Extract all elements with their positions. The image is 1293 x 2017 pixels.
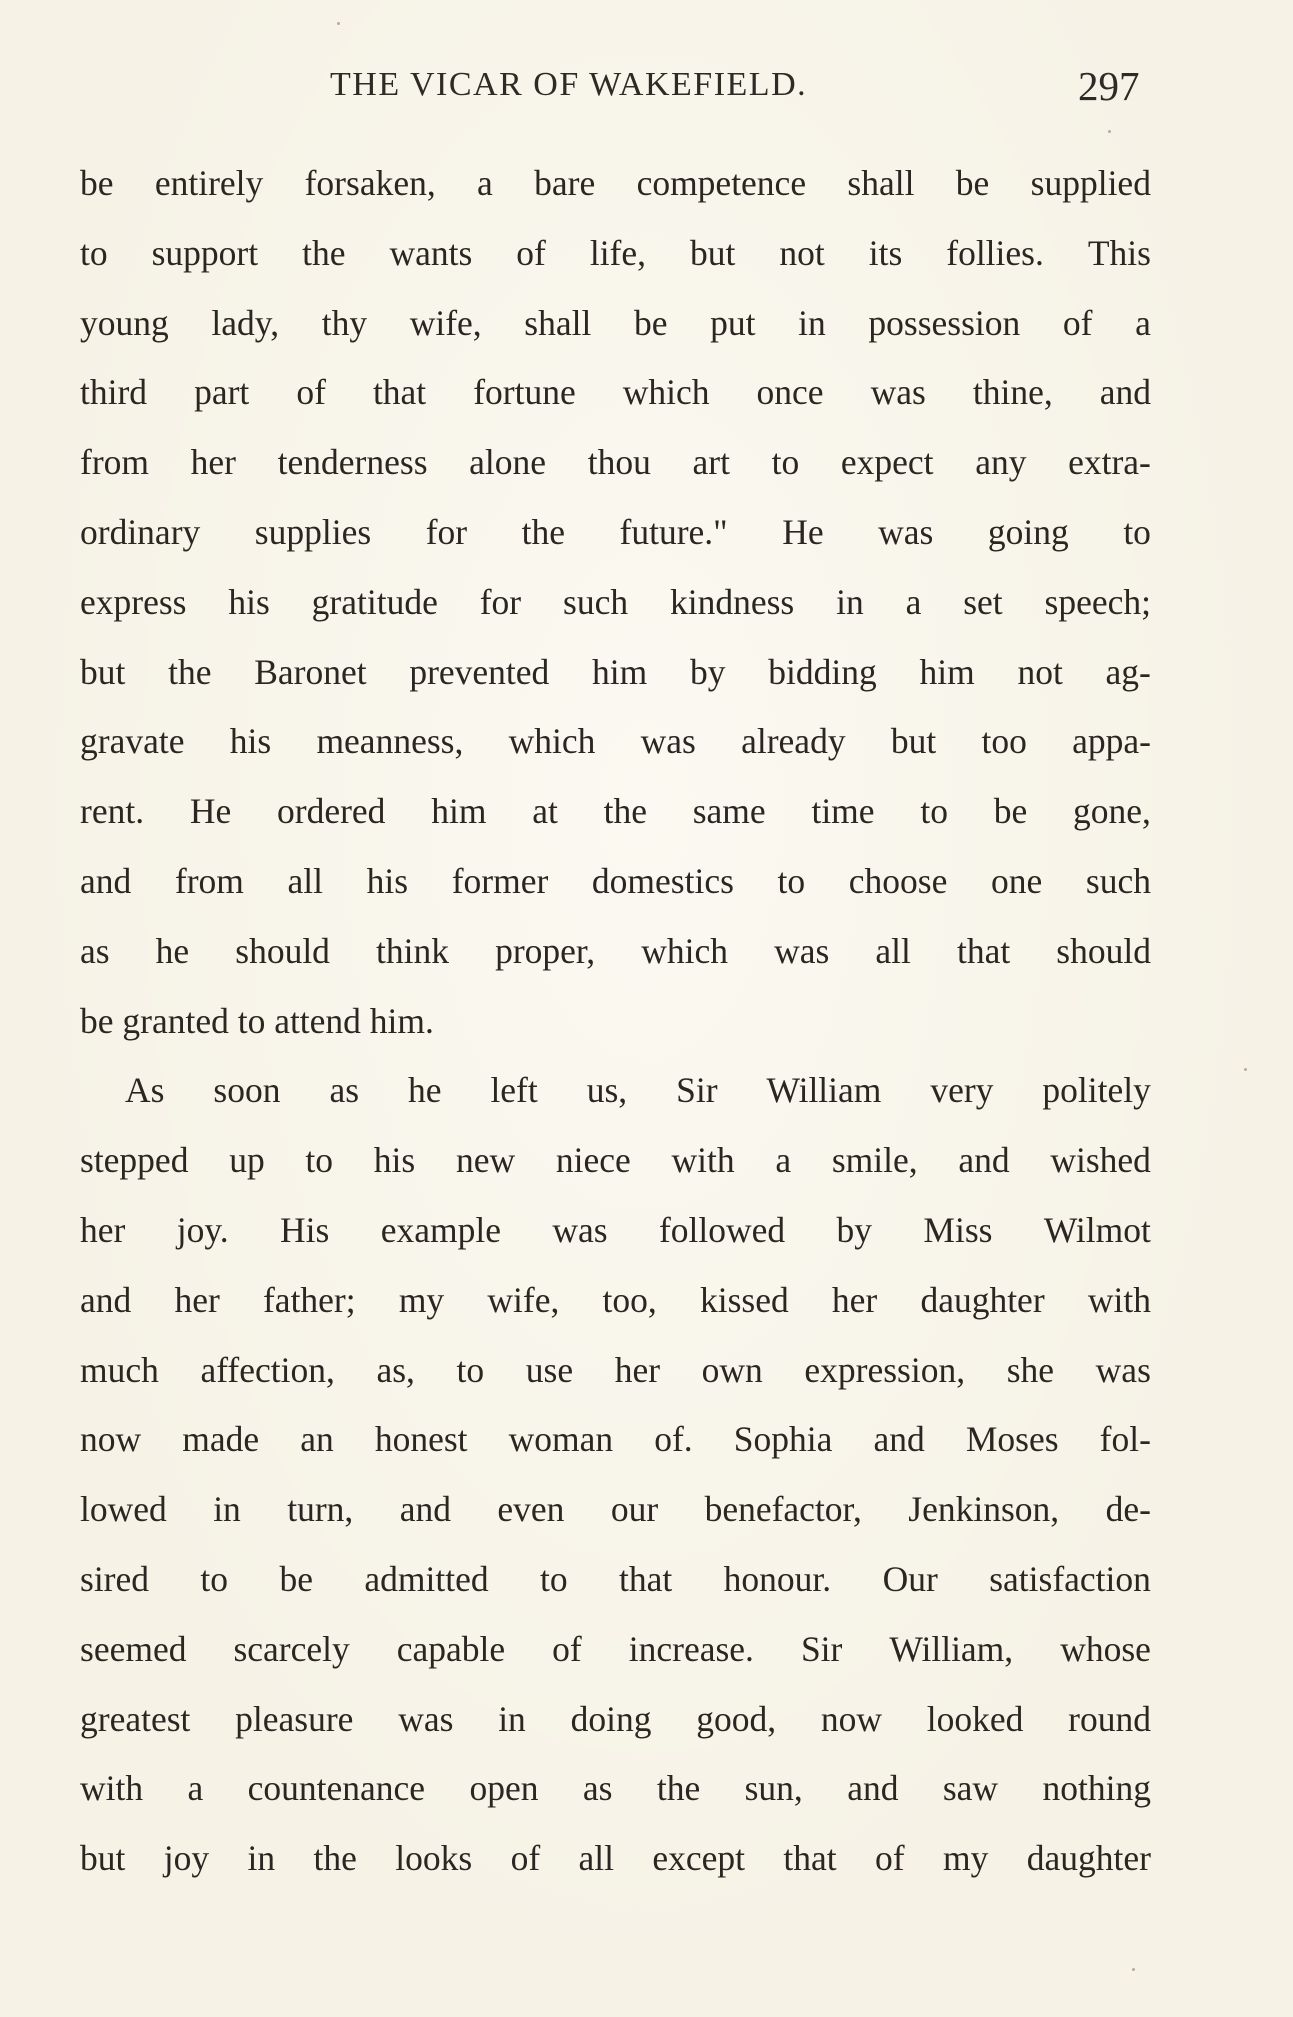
text-line: sired to be admitted to that honour. Our satisfaction [80, 1558, 1151, 1599]
text-line: her joy. His example was followed by Miss Wilmot [80, 1209, 1151, 1250]
text-line: but the Baronet prevented him by bidding him not ag- [80, 651, 1151, 692]
page-number: 297 [1078, 63, 1140, 109]
text-line: but joy in the looks of all except that of my daughter [80, 1838, 1151, 1879]
paper-speck [1244, 1068, 1247, 1071]
text-line: be entirely forsaken, a bare competence shall be supplied [80, 163, 1151, 203]
text-line: with a countenance open as the sun, and saw nothing [80, 1768, 1151, 1809]
text-line: much affection, as, to use her own expression, she was [80, 1349, 1151, 1390]
text-line: lowed in turn, and even our benefactor, Jenkinson, de- [80, 1489, 1151, 1530]
body-text [80, 158, 1151, 1903]
paragraph-start-line: As soon as he left us, Sir William very politely [125, 1070, 1151, 1111]
paper-speck [337, 22, 340, 25]
running-head-title: THE VICAR OF WAKEFIELD. [330, 66, 808, 103]
text-line: express his gratitude for such kindness in a set speech; [80, 581, 1151, 622]
text-line: from her tenderness alone thou art to expect any extra- [80, 442, 1151, 483]
text-line: and from all his former domestics to choose one such [80, 860, 1151, 901]
text-line: stepped up to his new niece with a smile, and wished [80, 1140, 1151, 1181]
text-line: rent. He ordered him at the same time to be gone, [80, 791, 1151, 832]
text-line: now made an honest woman of. Sophia and Moses fol- [80, 1419, 1151, 1460]
text-line: to support the wants of life, but not its follies. This [80, 232, 1151, 273]
text-line: gravate his meanness, which was already but too appa- [80, 721, 1151, 762]
paper-speck [1108, 130, 1111, 133]
paper-speck [1132, 1968, 1135, 1971]
text-line: greatest pleasure was in doing good, now looked round [80, 1698, 1151, 1739]
text-line: and her father; my wife, too, kissed her daughter with [80, 1279, 1151, 1320]
text-line: as he should think proper, which was all that should [80, 930, 1151, 971]
text-line: seemed scarcely capable of increase. Sir William, whose [80, 1628, 1151, 1669]
text-line: young lady, thy wife, shall be put in possession of a [80, 302, 1151, 343]
text-line: third part of that fortune which once was thine, and [80, 372, 1151, 413]
paragraph-end-line: be granted to attend him. [80, 1000, 434, 1041]
text-line: ordinary supplies for the future." He was going to [80, 511, 1151, 552]
